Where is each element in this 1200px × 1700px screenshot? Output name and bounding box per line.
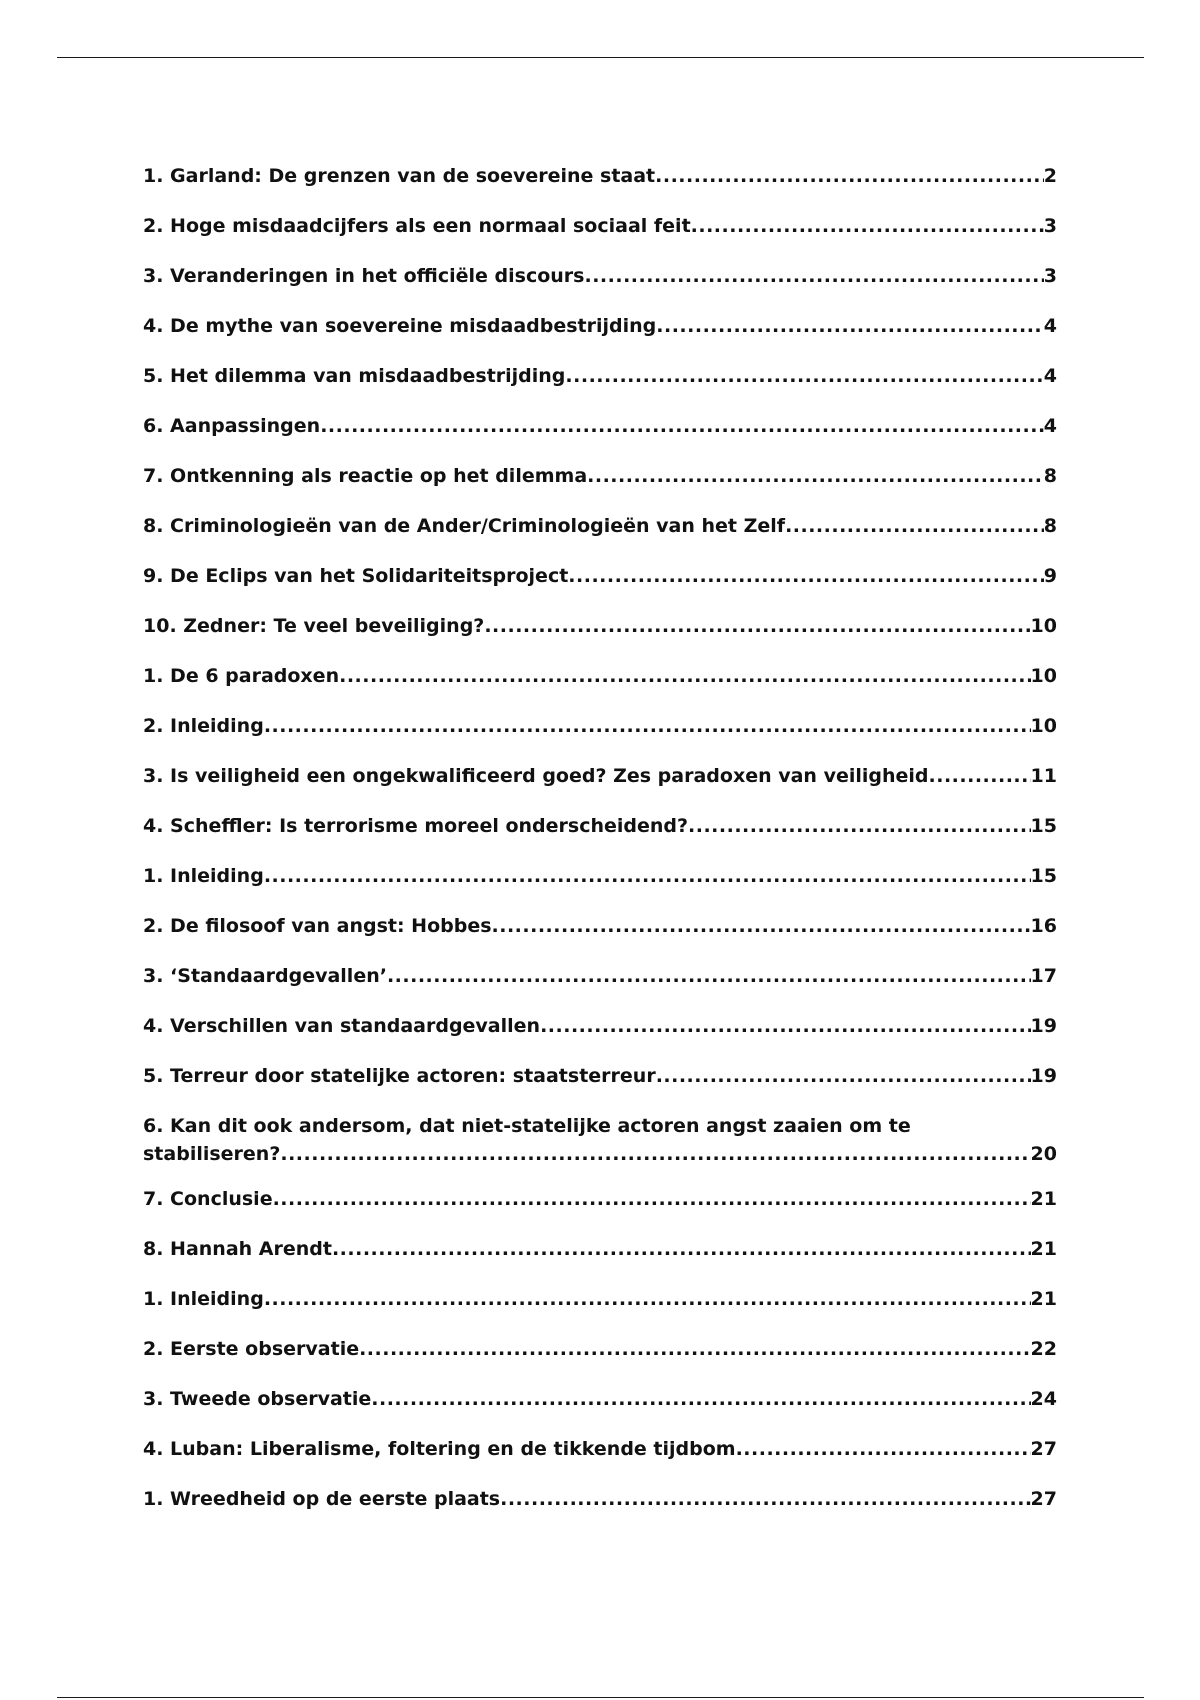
- toc-entry-title: 6. Aanpassingen: [143, 415, 321, 437]
- toc-entry-page: 4: [1043, 315, 1057, 337]
- toc-entry-page: 24: [1030, 1388, 1057, 1410]
- header-rule: [57, 57, 1144, 58]
- toc-dot-leader: [691, 215, 1044, 238]
- toc-entry-page: 21: [1030, 1288, 1057, 1310]
- toc-dot-leader: [484, 615, 1030, 638]
- toc-entry-title: 1. Inleiding: [143, 1288, 264, 1310]
- toc-entry[interactable]: [143, 965, 1057, 988]
- toc-entry-title: 3. Veranderingen in het officiële discours: [143, 265, 585, 287]
- toc-entry-page: 27: [1030, 1488, 1057, 1510]
- toc-entry-title: 8. Hannah Arendt: [143, 1238, 332, 1260]
- toc-entry-title: 4. Scheffler: Is terrorisme moreel onderscheidend?: [143, 815, 689, 837]
- toc-dot-leader: [320, 415, 1044, 438]
- toc-entry-title: 3. ‘Standaardgevallen’: [143, 965, 387, 987]
- toc-dot-leader: [785, 515, 1044, 538]
- toc-entry[interactable]: [143, 615, 1057, 638]
- toc-dot-leader: [280, 1140, 1030, 1168]
- toc-entry-title: stabiliseren?: [143, 1143, 281, 1165]
- toc-entry-page: 22: [1030, 1338, 1057, 1360]
- toc-dot-leader: [656, 1065, 1031, 1088]
- toc-entry-page: 3: [1043, 265, 1057, 287]
- toc-dot-leader: [359, 1338, 1030, 1361]
- toc-entry[interactable]: [143, 515, 1057, 538]
- toc-entry[interactable]: [143, 1438, 1057, 1461]
- toc-entry-page: 20: [1030, 1143, 1057, 1165]
- toc-entry-title: 4. Luban: Liberalisme, foltering en de tikkende tijdbom: [143, 1438, 736, 1460]
- toc-entry[interactable]: [143, 1338, 1057, 1361]
- toc-entry-title: 4. De mythe van soevereine misdaadbestrijding: [143, 315, 657, 337]
- toc-entry-title: 1. De 6 paradoxen: [143, 665, 340, 687]
- toc-entry-title: 1. Wreedheid op de eerste plaats: [143, 1488, 501, 1510]
- toc-entry-page: 4: [1043, 365, 1057, 387]
- toc-entry-page: 21: [1030, 1238, 1057, 1260]
- toc-dot-leader: [587, 465, 1044, 488]
- toc-entry-title: 5. Terreur door statelijke actoren: staatsterreur: [143, 1065, 656, 1087]
- toc-dot-leader: [736, 1438, 1031, 1461]
- toc-entry-page: 19: [1030, 1065, 1057, 1087]
- toc-dot-leader: [656, 315, 1044, 338]
- toc-entry-title: 6. Kan dit ook andersom, dat niet-statelijke actoren angst zaaien om te: [143, 1115, 911, 1137]
- toc-entry-page: 10: [1030, 715, 1057, 737]
- toc-entry-page: 8: [1043, 515, 1057, 537]
- toc-entry-page: 16: [1030, 915, 1057, 937]
- toc-entry[interactable]: [143, 415, 1057, 438]
- toc-entry-title: 1. Garland: De grenzen van de soevereine staat: [143, 165, 656, 187]
- toc-dot-leader: [655, 165, 1044, 188]
- toc-dot-leader: [929, 765, 1031, 788]
- toc-entry-title: 2. Inleiding: [143, 715, 264, 737]
- toc-entry[interactable]: [143, 815, 1057, 838]
- toc-dot-leader: [584, 265, 1043, 288]
- toc-entry[interactable]: [143, 715, 1057, 738]
- toc-entry-title: 5. Het dilemma van misdaadbestrijding: [143, 365, 566, 387]
- toc-entry[interactable]: [143, 1112, 1057, 1168]
- toc-dot-leader: [273, 1188, 1031, 1211]
- toc-entry-page: 21: [1030, 1188, 1057, 1210]
- toc-entry-page: 2: [1043, 165, 1057, 187]
- toc-entry-page: 8: [1043, 465, 1057, 487]
- toc-dot-leader: [387, 965, 1031, 988]
- toc-dot-leader: [688, 815, 1031, 838]
- toc-entry[interactable]: [143, 1015, 1057, 1038]
- toc-entry-page: 17: [1030, 965, 1057, 987]
- toc-dot-leader: [371, 1388, 1030, 1411]
- toc-entry-title: 3. Tweede observatie: [143, 1388, 372, 1410]
- toc-entry-title: 10. Zedner: Te veel beveiliging?: [143, 615, 485, 637]
- toc-dot-leader: [492, 915, 1031, 938]
- toc-entry-title: 3. Is veiligheid een ongekwalificeerd goed? Zes paradoxen van veiligheid: [143, 765, 929, 787]
- toc-dot-leader: [500, 1488, 1030, 1511]
- toc-dot-leader: [565, 365, 1043, 388]
- toc-entry[interactable]: [143, 765, 1057, 788]
- toc-entry[interactable]: [143, 865, 1057, 888]
- table-of-contents: [143, 165, 1057, 1538]
- toc-entry-title: 8. Criminologieën van de Ander/Criminologieën van het Zelf: [143, 515, 786, 537]
- toc-entry-page: 19: [1030, 1015, 1057, 1037]
- toc-dot-leader: [264, 865, 1031, 888]
- toc-dot-leader: [264, 1288, 1031, 1311]
- toc-entry-page: 9: [1043, 565, 1057, 587]
- toc-dot-leader: [568, 565, 1043, 588]
- toc-entry[interactable]: [143, 1065, 1057, 1088]
- toc-entry[interactable]: [143, 365, 1057, 388]
- toc-entry[interactable]: [143, 1188, 1057, 1211]
- toc-dot-leader: [264, 715, 1031, 738]
- toc-entry-title: 1. Inleiding: [143, 865, 264, 887]
- toc-entry[interactable]: [143, 265, 1057, 288]
- toc-entry[interactable]: [143, 465, 1057, 488]
- toc-entry-page: 10: [1030, 615, 1057, 637]
- toc-entry-page: 3: [1043, 215, 1057, 237]
- toc-entry[interactable]: [143, 215, 1057, 238]
- toc-entry-title: 2. De filosoof van angst: Hobbes: [143, 915, 492, 937]
- toc-entry-title: 2. Eerste observatie: [143, 1338, 360, 1360]
- toc-entry-title: 2. Hoge misdaadcijfers als een normaal sociaal feit: [143, 215, 691, 237]
- toc-entry[interactable]: [143, 165, 1057, 188]
- toc-entry-title-continuation: [143, 1140, 1057, 1168]
- toc-entry[interactable]: [143, 565, 1057, 588]
- toc-entry-page: 10: [1030, 665, 1057, 687]
- toc-entry[interactable]: [143, 1488, 1057, 1511]
- toc-entry[interactable]: [143, 1288, 1057, 1311]
- toc-entry-title: 4. Verschillen van standaardgevallen: [143, 1015, 541, 1037]
- toc-dot-leader: [332, 1238, 1031, 1261]
- toc-entry[interactable]: [143, 1238, 1057, 1261]
- toc-entry[interactable]: [143, 915, 1057, 938]
- toc-dot-leader: [339, 665, 1030, 688]
- toc-entry-title: 7. Conclusie: [143, 1188, 273, 1210]
- toc-entry-title: 7. Ontkenning als reactie op het dilemma: [143, 465, 588, 487]
- toc-entry[interactable]: [143, 665, 1057, 688]
- toc-entry-page: 11: [1030, 765, 1057, 787]
- footer-rule: [57, 1697, 1144, 1698]
- toc-entry[interactable]: [143, 1388, 1057, 1411]
- toc-entry[interactable]: [143, 315, 1057, 338]
- toc-dot-leader: [540, 1015, 1030, 1038]
- toc-entry-page: 15: [1030, 815, 1057, 837]
- toc-entry-page: 27: [1030, 1438, 1057, 1460]
- toc-entry-title: 9. De Eclips van het Solidariteitsproject: [143, 565, 569, 587]
- toc-entry-page: 4: [1043, 415, 1057, 437]
- toc-entry-page: 15: [1030, 865, 1057, 887]
